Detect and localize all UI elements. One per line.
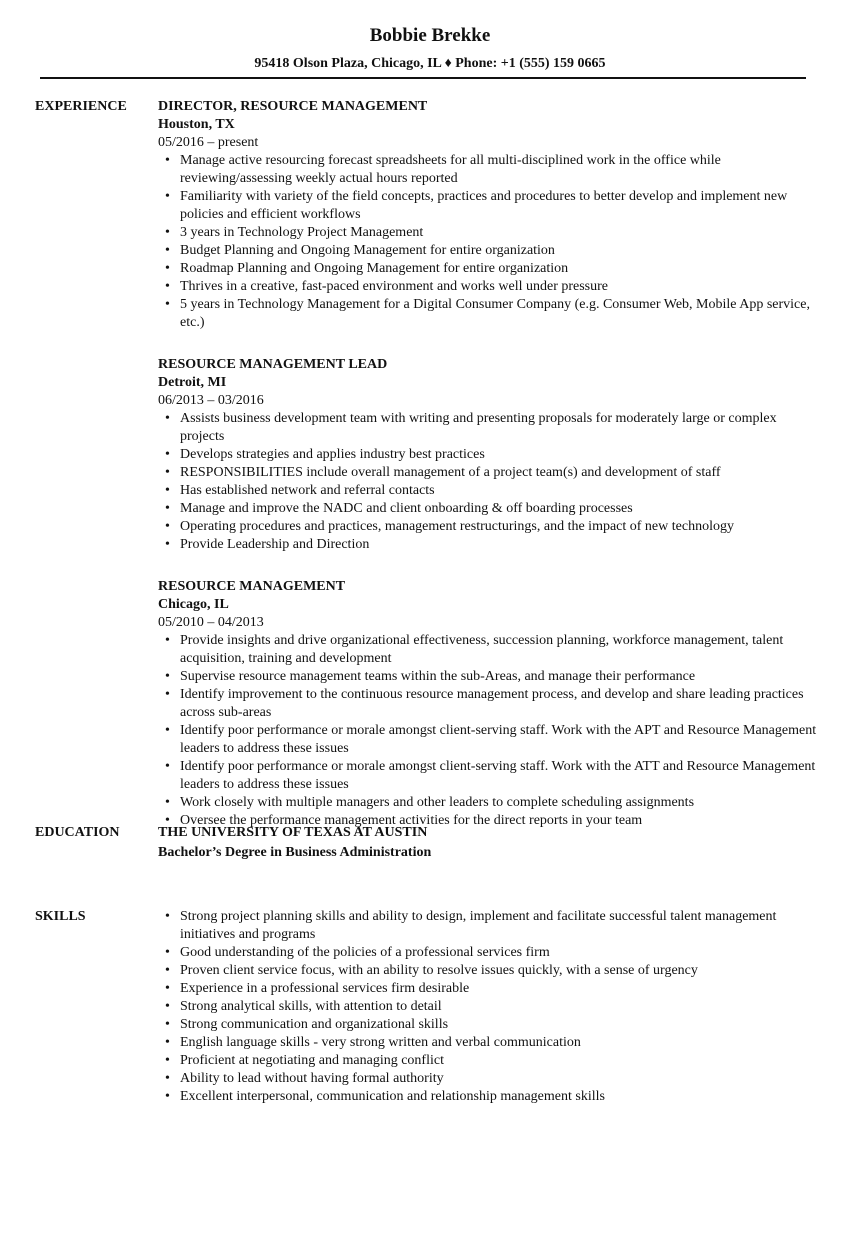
job-bullet: • Familiarity with variety of the field concepts, practices and procedures to better develop and implement new policies and efficient workflows <box>158 188 818 224</box>
skill-item: • Experience in a professional services firm desirable <box>158 980 818 998</box>
job-bullet: • Work closely with multiple managers and other leaders to complete scheduling assignments <box>158 794 818 812</box>
job-entry <box>158 578 818 830</box>
job-bullet: • Identify poor performance or morale amongst client-serving staff. Work with the ATT and Resource Management leaders to address these issues <box>158 758 818 794</box>
candidate-name: Bobbie Brekke <box>369 25 491 46</box>
job-bullet: • Thrives in a creative, fast-paced environment and works well under pressure <box>158 278 818 296</box>
job-bullet: • Identify poor performance or morale amongst client-serving staff. Work with the APT and Resource Management leaders to address these issues <box>158 722 818 758</box>
skill-item: • Excellent interpersonal, communication and relationship management skills <box>158 1088 818 1106</box>
resume-header <box>0 24 860 73</box>
job-entry <box>158 356 818 554</box>
job-location: Houston, TX <box>158 117 235 132</box>
skill-item: • Strong communication and organizational skills <box>158 1016 818 1034</box>
job-title: RESOURCE MANAGEMENT <box>158 579 346 594</box>
job-bullet: • Budget Planning and Ongoing Management for entire organization <box>158 242 818 260</box>
job-title: DIRECTOR, RESOURCE MANAGEMENT <box>158 99 428 114</box>
job-bullet: • RESPONSIBILITIES include overall management of a project team(s) and development of staff <box>158 464 818 482</box>
section-label-education: EDUCATION <box>35 825 120 840</box>
skill-item: • Strong project planning skills and ability to design, implement and facilitate successful talent management initiatives and programs <box>158 908 818 944</box>
job-dates: 06/2013 – 03/2016 <box>158 393 264 408</box>
education-school: THE UNIVERSITY OF TEXAS AT AUSTIN <box>158 825 428 840</box>
job-bullet: • Oversee the performance management activities for the direct reports in your team <box>158 812 818 830</box>
job-bullet: • Manage active resourcing forecast spreadsheets for all multi-disciplined work in the office while reviewing/assessing weekly actual hours reported <box>158 152 818 188</box>
job-bullet: • Provide Leadership and Direction <box>158 536 818 554</box>
job-bullet: • Roadmap Planning and Ongoing Management for entire organization <box>158 260 818 278</box>
skill-item: • Proficient at negotiating and managing conflict <box>158 1052 818 1070</box>
job-bullet: • Operating procedures and practices, management restructurings, and the impact of new technology <box>158 518 818 536</box>
skill-item: • English language skills - very strong written and verbal communication <box>158 1034 818 1052</box>
job-bullets <box>158 152 818 332</box>
job-bullet: • Supervise resource management teams within the sub-Areas, and manage their performance <box>158 668 818 686</box>
job-location: Chicago, IL <box>158 597 229 612</box>
job-bullet: • 5 years in Technology Management for a Digital Consumer Company (e.g. Consumer Web, Mobile App service, etc.) <box>158 296 818 332</box>
job-entry <box>158 98 818 332</box>
education-body <box>158 824 818 862</box>
skill-item: • Strong analytical skills, with attention to detail <box>158 998 818 1016</box>
header-divider <box>40 77 806 79</box>
job-location: Detroit, MI <box>158 375 227 390</box>
contact-line: 95418 Olson Plaza, Chicago, IL ♦ Phone: +1 (555) 159 0665 <box>254 56 606 71</box>
experience-body <box>158 98 818 830</box>
skills-body <box>158 908 818 1106</box>
job-bullet: • Has established network and referral contacts <box>158 482 818 500</box>
job-bullet: • Provide insights and drive organizational effectiveness, succession planning, workforce management, talent acquisition, training and development <box>158 632 818 668</box>
job-bullet: • Manage and improve the NADC and client onboarding & off boarding processes <box>158 500 818 518</box>
education-degree: Bachelor’s Degree in Business Administration <box>158 845 432 860</box>
skill-item: • Proven client service focus, with an ability to resolve issues quickly, with a sense of urgency <box>158 962 818 980</box>
skills-list <box>158 908 818 1106</box>
job-dates: 05/2010 – 04/2013 <box>158 615 264 630</box>
job-title: RESOURCE MANAGEMENT LEAD <box>158 357 388 372</box>
job-bullet: • Identify improvement to the continuous resource management process, and develop and share leading practices across sub-areas <box>158 686 818 722</box>
skill-item: • Good understanding of the policies of a professional services firm <box>158 944 818 962</box>
job-dates: 05/2016 – present <box>158 135 259 150</box>
job-bullets <box>158 410 818 554</box>
section-label-experience: EXPERIENCE <box>35 99 127 114</box>
job-bullet: • Develops strategies and applies industry best practices <box>158 446 818 464</box>
job-bullets <box>158 632 818 830</box>
skill-item: • Ability to lead without having formal authority <box>158 1070 818 1088</box>
job-bullet: • Assists business development team with writing and presenting proposals for moderately large or complex projects <box>158 410 818 446</box>
job-bullet: • 3 years in Technology Project Management <box>158 224 818 242</box>
section-label-skills: SKILLS <box>35 909 86 924</box>
